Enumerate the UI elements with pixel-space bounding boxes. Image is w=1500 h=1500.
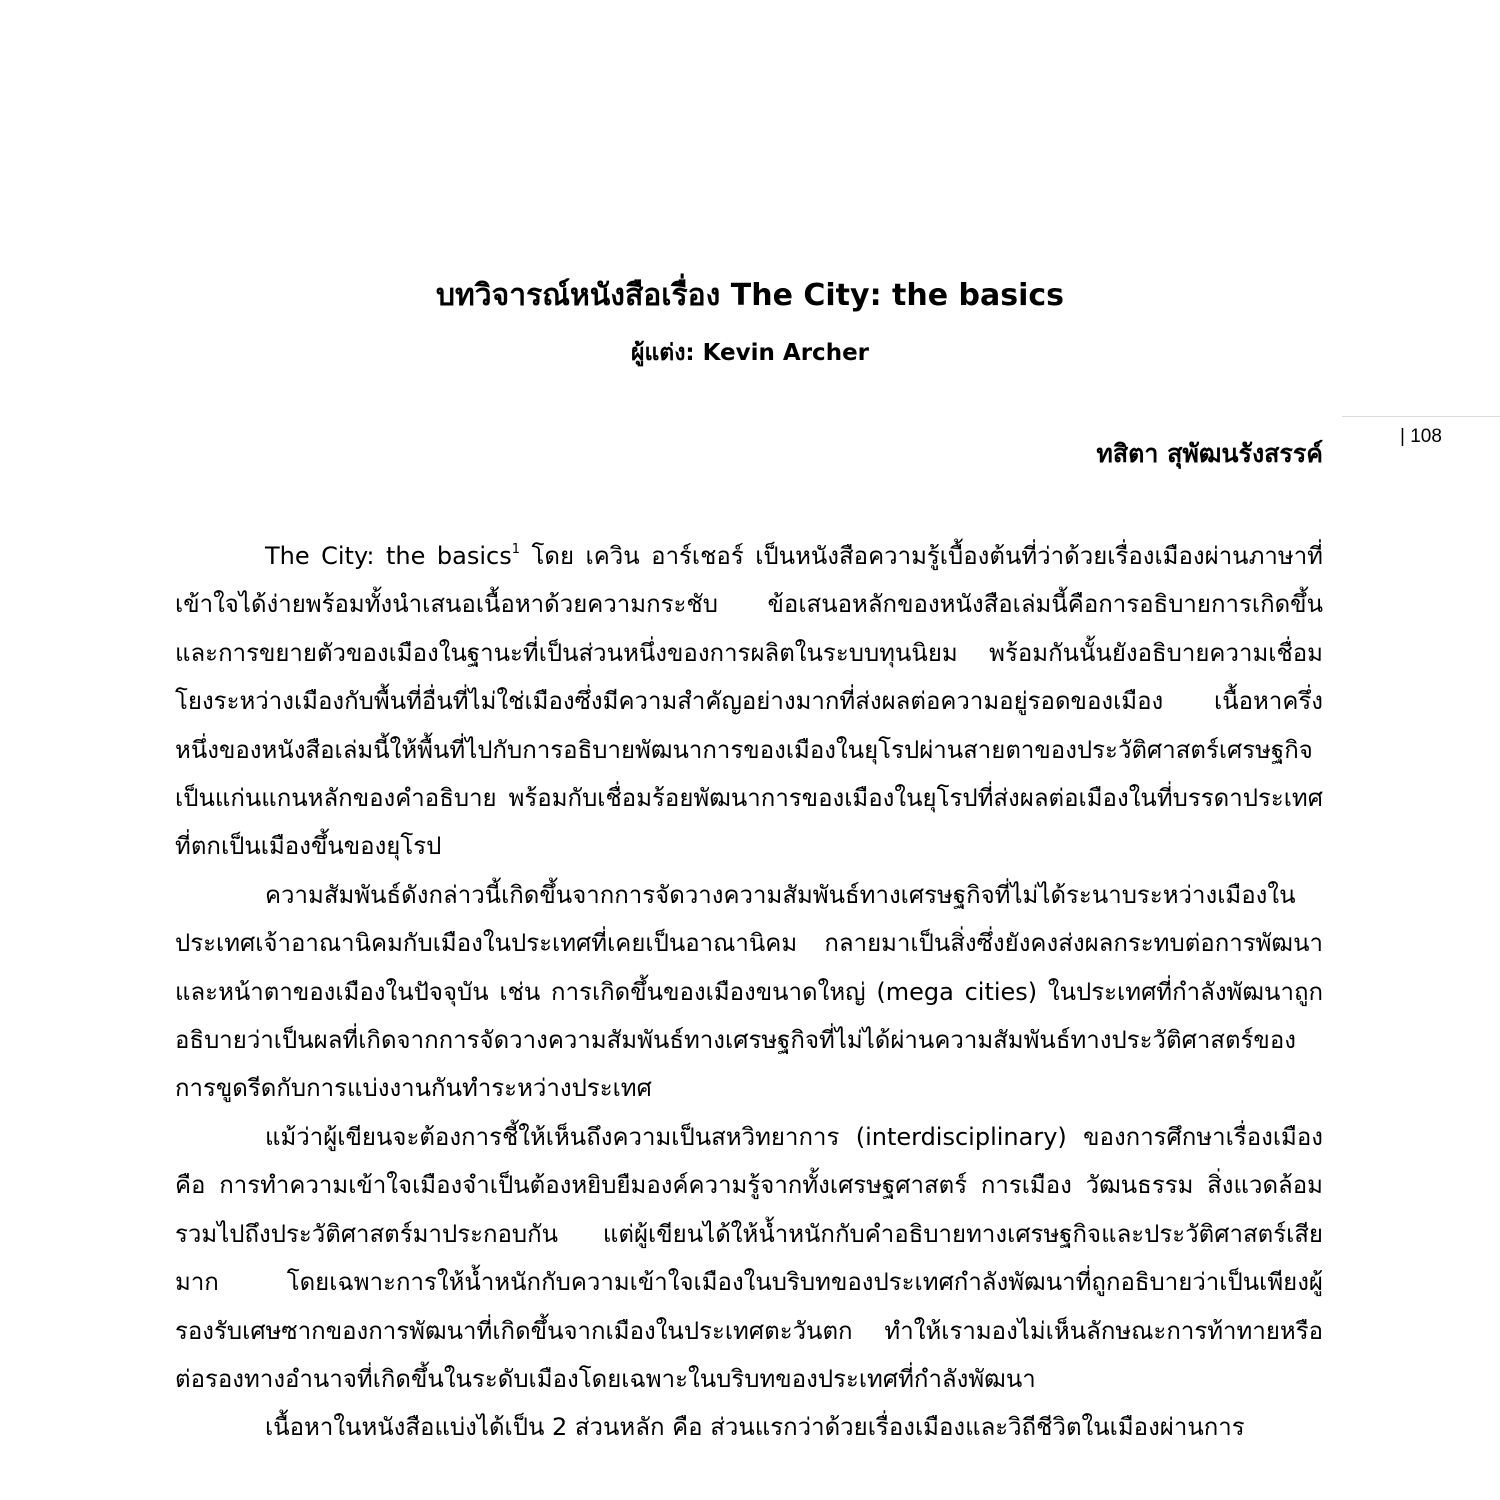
paragraph-text: โดย เควิน อาร์เชอร์ เป็นหนังสือความรู้เบื้องต้นที่ว่าด้วยเรื่องเมืองผ่านภาษาที่เข้าใจได้ง่ายพร้อมทั้งนำเสนอเนื้อหาด้วยความกระชับ ข้อเสนอหลักของหนังสือเล่มนี้คือการอธิบายการเกิดขึ้นและการขยายตัวของเมืองในฐานะที่เป็นส่วนหนึ่งของการผลิตในระบบทุนนิยม พร้อมกันนั้นยังอธิบายความเชื่อมโยงระหว่างเมืองกับพื้นที่อื่นที่ไม่ใช่เมืองซึ่งมีความสำคัญอย่างมากที่ส่งผลต่อความอยู่รอดของเมือง เนื้อหาครึ่งหนึ่งของหนังสือเล่มนี้ให้พื้นที่ไปกับการอธิบายพัฒนาการของเมืองในยุโรปผ่านสายตาของประวัติศาสตร์เศรษฐกิจเป็นแก่นแกนหลักของคำอธิบาย พร้อมกับเชื่อมร้อยพัฒนาการของเมืองในยุโรปที่ส่งผลต่อเมืองในที่บรรดาประเทศที่ตกเป็นเมืองขึ้นของยุโรป — [175, 542, 1323, 861]
paragraph-4: เนื้อหาในหนังสือแบ่งได้เป็น 2 ส่วนหลัก คือ ส่วนแรกว่าด้วยเรื่องเมืองและวิถีชีวิตในเมืองผ่านการ — [265, 1413, 1245, 1442]
page-number: | 108 — [1400, 426, 1442, 447]
paragraph-2: ความสัมพันธ์ดังกล่าวนี้เกิดขึ้นจากการจัดวางความสัมพันธ์ทางเศรษฐกิจที่ไม่ได้ระนาบระหว่างเมืองในประเทศเจ้าอาณานิคมกับเมืองในประเทศที่เคยเป็นอาณานิคม กลายมาเป็นสิ่งซึ่งยังคงส่งผลกระทบต่อการพัฒนาและหน้าตาของเมืองในปัจจุบัน เช่น การเกิดขึ้นของเมืองขนาดใหญ่ (mega cities) ในประเทศที่กำลังพัฒนาถูกอธิบายว่าเป็นผลที่เกิดจากการจัดวางความสัมพันธ์ทางเศรษฐกิจที่ไม่ได้ผ่านความสัมพันธ์ทางประวัติศาสตร์ของการขูดรีดกับการแบ่งงานกันทำระหว่างประเทศ — [175, 880, 1323, 1103]
paragraph-1 — [175, 532, 1323, 871]
document-title: บทวิจารณ์หนังสือเรื่อง The City: the basics — [435, 278, 1064, 313]
reviewer-name: ทสิตา สุพัฒนรังสรรค์ — [1096, 439, 1323, 468]
footnote-ref[interactable]: 1 — [511, 542, 520, 557]
author-line: ผู้แต่ง: Kevin Archer — [630, 340, 870, 366]
header-rule — [1342, 416, 1500, 417]
book-title-inline: The City: the basics — [265, 542, 512, 570]
body-text — [175, 532, 1323, 1452]
paragraph-3: แม้ว่าผู้เขียนจะต้องการชี้ให้เห็นถึงความเป็นสหวิทยาการ (interdisciplinary) ของการศึกษาเรื่องเมือง คือ การทำความเข้าใจเมืองจำเป็นต้องหยิบยืมองค์ความรู้จากทั้งเศรษฐศาสตร์ การเมือง วัฒนธรรม สิ่งแวดล้อม รวมไปถึงประวัติศาสตร์มาประกอบกัน แต่ผู้เขียนได้ให้น้ำหนักกับคำอธิบายทางเศรษฐกิจและประวัติศาสตร์เสียมาก โดยเฉพาะการให้น้ำหนักกับความเข้าใจเมืองในบริบทของประเทศกำลังพัฒนาที่ถูกอธิบายว่าเป็นเพียงผู้รองรับเศษซากของการพัฒนาที่เกิดขึ้นจากเมืองในประเทศตะวันตก ทำให้เรามองไม่เห็นลักษณะการท้าทายหรือต่อรองทางอำนาจที่เกิดขึ้นในระดับเมืองโดยเฉพาะในบริบทของประเทศที่กำลังพัฒนา — [175, 1122, 1323, 1393]
